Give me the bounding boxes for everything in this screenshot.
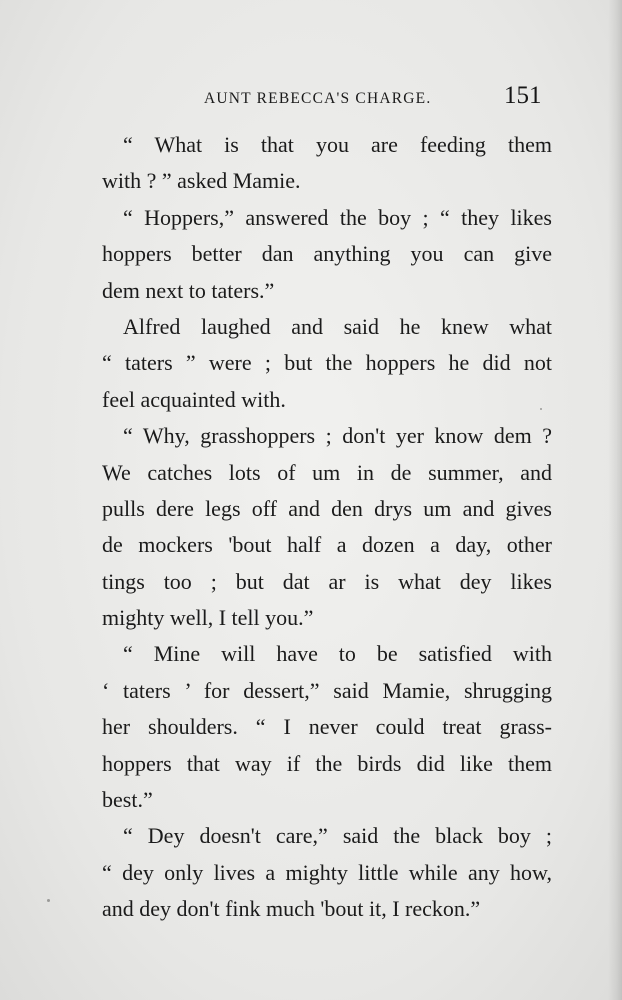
text-line: “ Hoppers,” answered the boy ; “ they likes <box>123 204 552 230</box>
text-line: tings too ; but dat ar is what dey likes <box>102 568 552 594</box>
page-header <box>0 82 622 112</box>
text-line: “ dey only lives a mighty little while any how, <box>102 859 552 885</box>
text-line: ‘ taters ’ for dessert,” said Mamie, shrugging <box>102 677 552 703</box>
text-line: hoppers better dan anything you can give <box>102 241 552 267</box>
text-line: her shoulders. “ I never could treat grass- <box>102 714 552 740</box>
text-line: “ Mine will have to be satisfied with <box>123 641 552 667</box>
paper-speck <box>47 899 50 902</box>
text-line: pulls dere legs off and den drys um and gives <box>102 495 552 521</box>
text-line: dem next to taters.” <box>102 277 275 303</box>
text-line: de mockers 'bout half a dozen a day, other <box>102 532 552 558</box>
page-edge-shadow <box>608 0 622 1000</box>
running-head: AUNT REBECCA'S CHARGE. <box>204 90 432 107</box>
text-line: “ taters ” were ; but the hoppers he did not <box>102 350 552 376</box>
text-line: We catches lots of um in de summer, and <box>102 459 552 485</box>
body-text <box>102 127 552 928</box>
text-line: “ Why, grasshoppers ; don't yer know dem ? <box>123 423 552 449</box>
text-line: hoppers that way if the birds did like them <box>102 750 552 776</box>
text-line: and dey don't fink much 'bout it, I reckon.” <box>102 896 481 922</box>
text-line: “ Dey doesn't care,” said the black boy ; <box>123 823 552 849</box>
text-line: Alfred laughed and said he knew what <box>123 313 552 339</box>
text-line: mighty well, I tell you.” <box>102 605 314 631</box>
text-line: feel acquainted with. <box>102 386 286 412</box>
paper-speck <box>540 408 542 410</box>
text-line: “ What is that you are feeding them <box>123 132 552 157</box>
text-line: best.” <box>102 787 153 813</box>
text-line: with ? ” asked Mamie. <box>102 168 301 194</box>
page-number: 151 <box>504 82 542 109</box>
